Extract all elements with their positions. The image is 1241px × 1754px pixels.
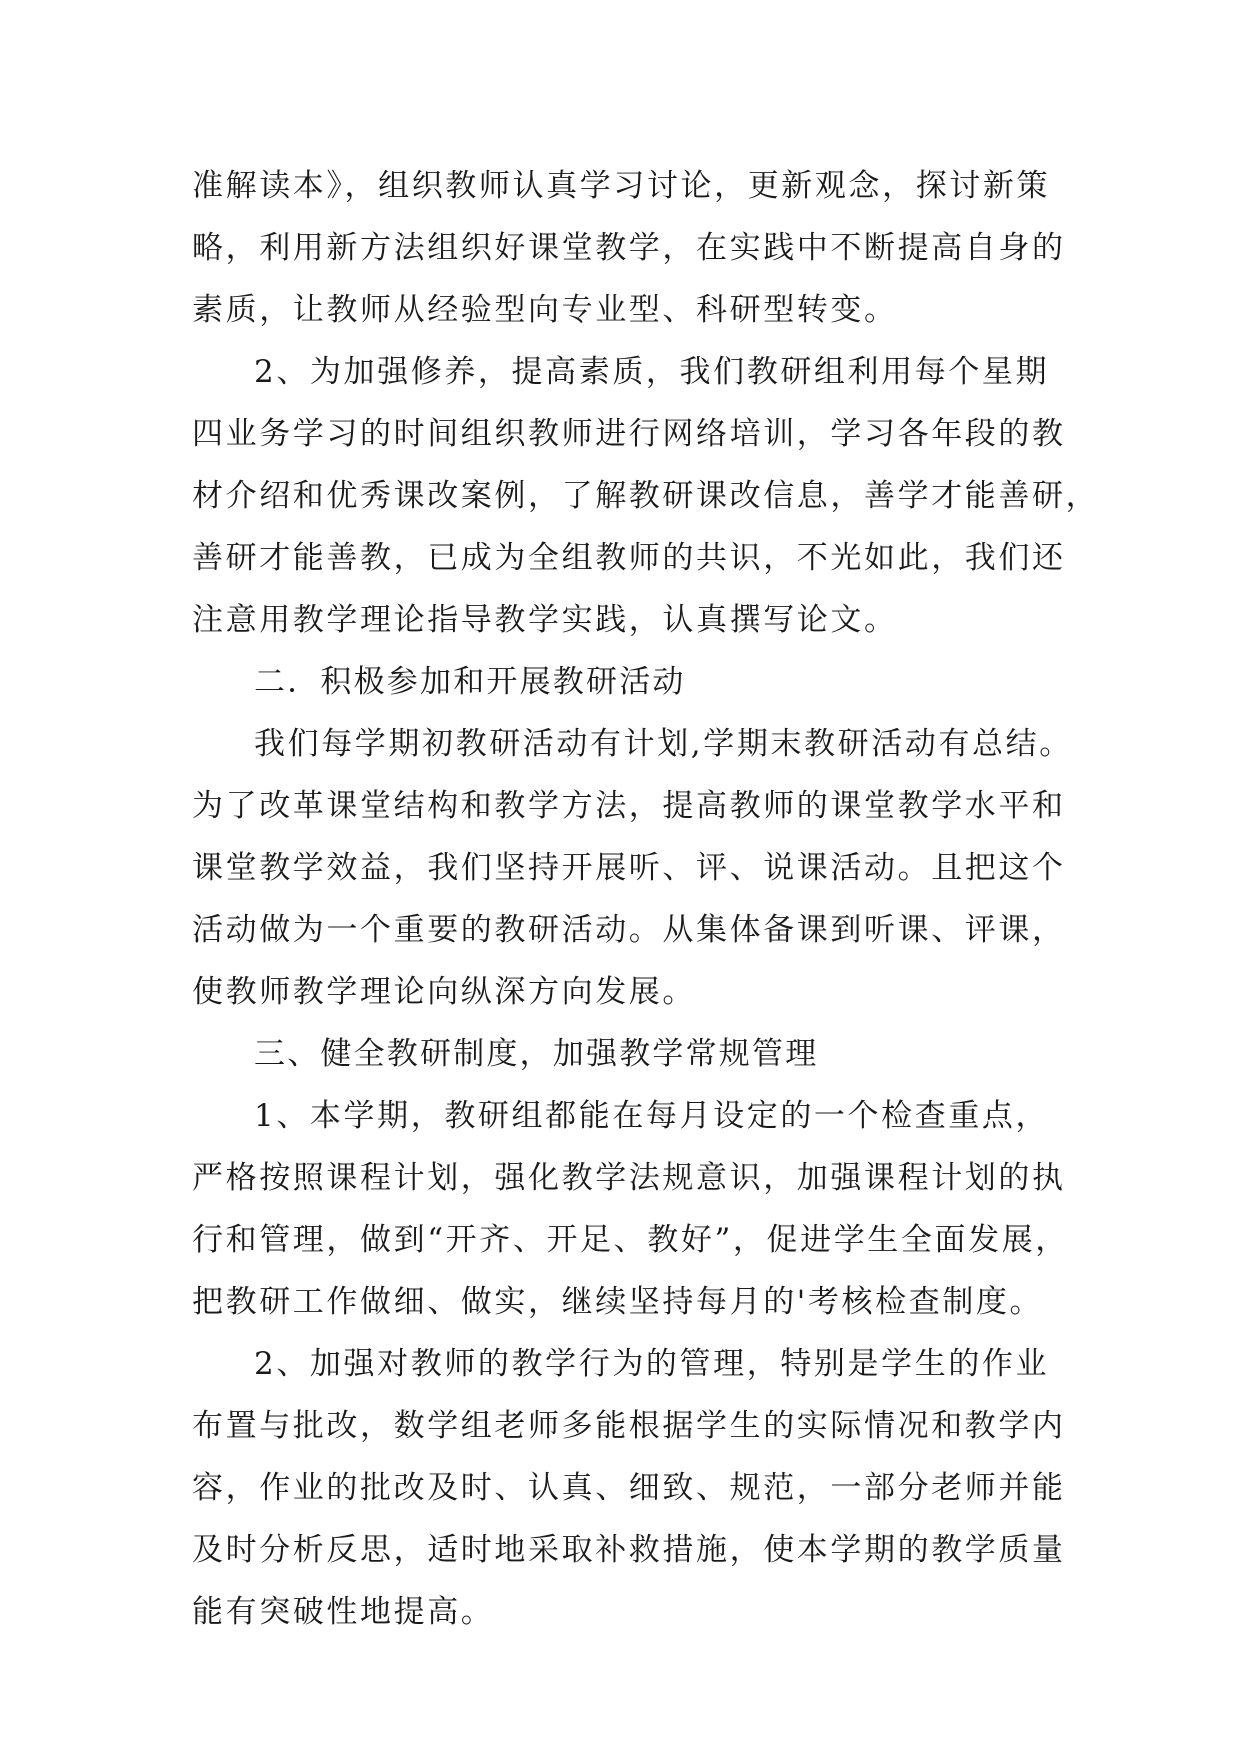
text-line: 行和管理，做到“开齐、开足、教好”，促进学生全面发展， <box>192 1222 1069 1258</box>
text-line: 能有突破性地提高。 <box>192 1594 495 1630</box>
paragraph-first-line: 2、加强对教师的教学行为的管理，特别是学生的作业 <box>254 1346 1050 1382</box>
text-line: 课堂教学效益，我们坚持开展听、评、说课活动。且把这个 <box>192 850 1066 886</box>
section-heading: 二．积极参加和开展教研活动 <box>254 664 686 700</box>
paragraph-first-line: 2、为加强修养，提高素质，我们教研组利用每个星期 <box>254 354 1050 390</box>
text-line: 把教研工作做细、做实，继续坚持每月的'考核检查制度。 <box>192 1284 1044 1320</box>
text-line: 布置与批改，数学组老师多能根据学生的实际情况和教学内 <box>192 1408 1066 1444</box>
text-line: 四业务学习的时间组织教师进行网络培训，学习各年段的教 <box>192 416 1066 452</box>
text-line: 及时分析反思，适时地采取补救措施，使本学期的教学质量 <box>192 1532 1066 1568</box>
paragraph-first-line: 我们每学期初教研活动有计划,学期末教研活动有总结。 <box>254 726 1073 762</box>
paragraph-first-line: 1、本学期，教研组都能在每月设定的一个检查重点， <box>254 1098 1050 1134</box>
text-line: 活动做为一个重要的教研活动。从集体备课到听课、评课， <box>192 912 1066 948</box>
text-line: 准解读本》，组织教师认真学习讨论，更新观念，探讨新策 <box>192 168 1051 204</box>
text-line: 善研才能善教，已成为全组教师的共识，不光如此，我们还 <box>192 540 1066 576</box>
text-line: 素质，让教师从经验型向专业型、科研型转变。 <box>192 292 898 328</box>
text-line: 略，利用新方法组织好课堂教学，在实践中不断提高自身的 <box>192 230 1066 266</box>
text-line: 严格按照课程计划，强化教学法规意识，加强课程计划的执 <box>192 1160 1066 1196</box>
section-heading: 三、健全教研制度，加强教学常规管理 <box>254 1036 819 1072</box>
text-line: 容，作业的批改及时、认真、细致、规范，一部分老师并能 <box>192 1470 1066 1506</box>
document-body <box>192 155 1100 1643</box>
text-line: 为了改革课堂结构和教学方法，提高教师的课堂教学水平和 <box>192 788 1066 824</box>
text-line: 注意用教学理论指导教学实践，认真撰写论文。 <box>192 602 898 638</box>
text-line: 材介绍和优秀课改案例，了解教研课改信息，善学才能善研， <box>192 478 1100 514</box>
text-line: 使教师教学理论向纵深方向发展。 <box>192 974 696 1010</box>
